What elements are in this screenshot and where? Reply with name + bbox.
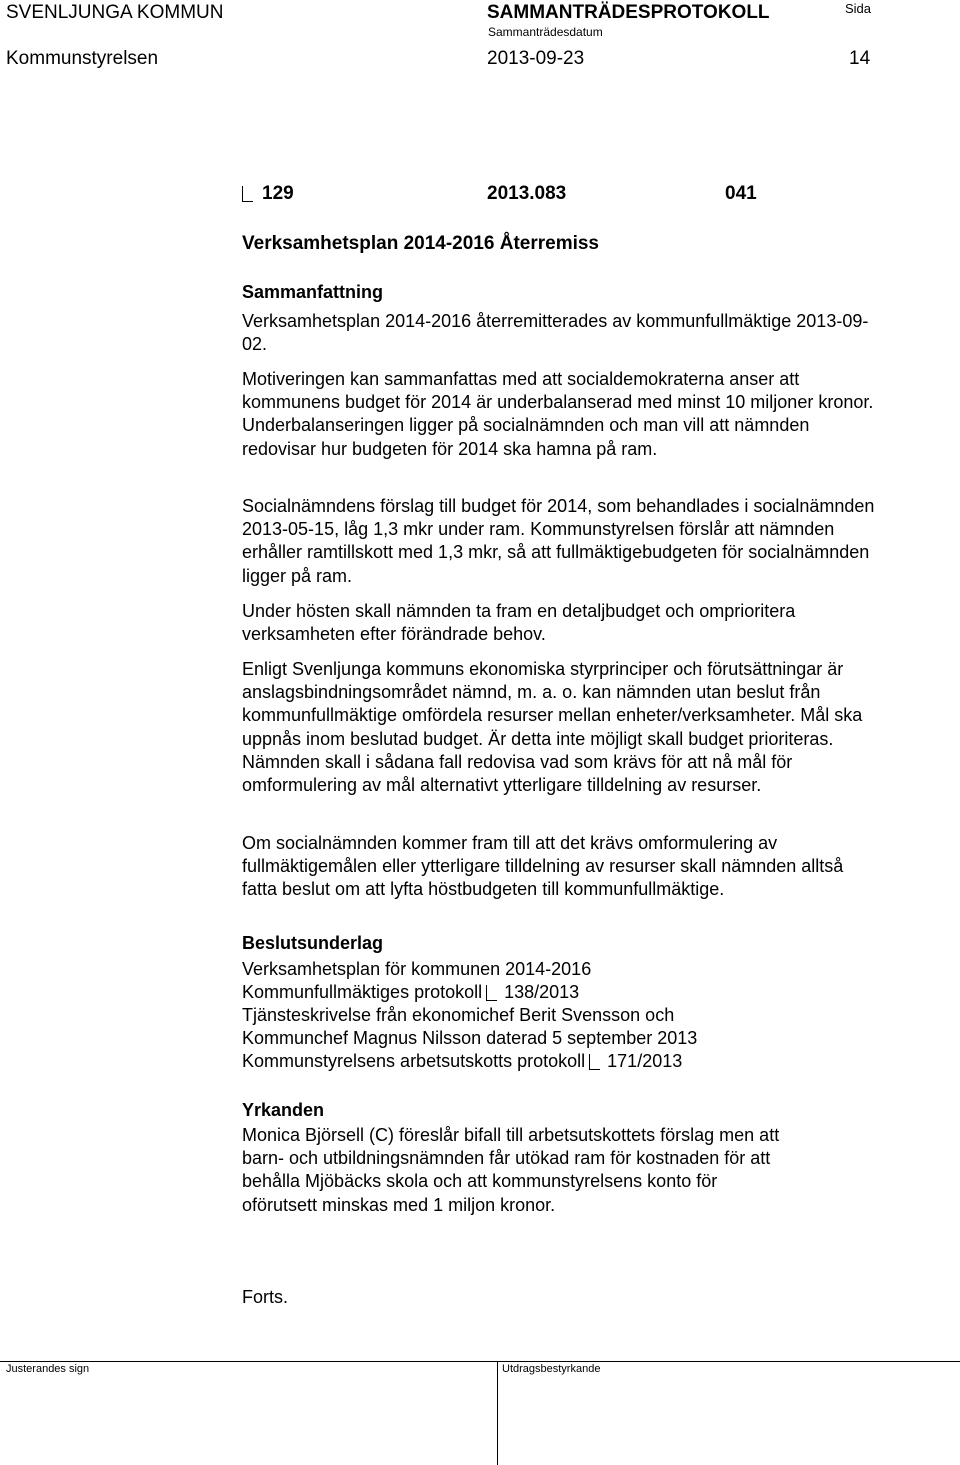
- bracket-mark: [242, 186, 253, 202]
- case-dnr: 2013.083: [487, 183, 567, 204]
- date-label: Sammanträdesdatum: [488, 25, 603, 39]
- footer-top-rule: [0, 1361, 960, 1362]
- basis-item-text: Kommunstyrelsens arbetsutskotts protokoll: [242, 1051, 586, 1071]
- basis-item-text: Kommunfullmäktiges protokoll: [242, 982, 483, 1002]
- committee-name: Kommunstyrelsen: [6, 48, 159, 69]
- signature-label: Justerandes sign: [6, 1363, 90, 1375]
- basis-item-number: 138/2013: [504, 982, 580, 1002]
- paragraph-number: 129: [262, 183, 294, 204]
- footer-divider: [497, 1361, 498, 1465]
- case-header: [242, 183, 294, 205]
- basis-item: [242, 981, 579, 1004]
- summary-heading: Sammanfattning: [242, 282, 384, 302]
- page-label: Sida: [845, 1, 872, 16]
- summary-paragraph-6: Om socialnämnden kommer fram till att det krävs omformulering av fullmäktigemålen eller ytterligare tilldelning av resurser skall nämnden alltså fatta beslut om att lyfta höstbudgeten till kommunfullmäktige.: [242, 833, 844, 900]
- meeting-date: 2013-09-23: [487, 48, 585, 69]
- bracket-mark: [589, 1054, 600, 1070]
- summary-paragraph-1: Verksamhetsplan 2014-2016 återremitterades av kommunfullmäktige 2013-09-02.: [242, 311, 869, 355]
- basis-heading: Beslutsunderlag: [242, 933, 384, 953]
- org-name: SVENLJUNGA KOMMUN: [6, 2, 224, 23]
- summary-paragraph-5: Enligt Svenljunga kommuns ekonomiska styrprinciper och förutsättningar är anslagsbindningsområdet nämnd, m. a. o. kan nämnden utan beslut från kommunfullmäktige omfördela resurser mellan enheter/verksamheter. Mål ska uppnås inom beslutad budget. Är detta inte möjligt skall budget prioriteras. Nämnden skall i sådana fall redovisa vad som krävs för att nå mål för omformulering av mål alternativt ytterligare tilldelning av resurser.: [242, 659, 863, 796]
- continued-label: Forts.: [242, 1287, 289, 1307]
- case-code: 041: [725, 183, 757, 204]
- basis-item: [242, 1050, 682, 1073]
- basis-item: Kommunchef Magnus Nilsson daterad 5 september 2013: [242, 1028, 698, 1048]
- basis-item: Tjänsteskrivelse från ekonomichef Berit Svensson och: [242, 1005, 675, 1025]
- basis-item: Verksamhetsplan för kommunen 2014-2016: [242, 959, 592, 979]
- bracket-mark: [486, 985, 497, 1001]
- case-title: Verksamhetsplan 2014-2016 Återremiss: [242, 233, 600, 254]
- extract-certification-label: Utdragsbestyrkande: [502, 1363, 601, 1375]
- summary-paragraph-4: Under hösten skall nämnden ta fram en detaljbudget och omprioritera verksamheten efter förändrade behov.: [242, 601, 796, 645]
- page-number: 14: [849, 48, 871, 69]
- summary-paragraph-2: Motiveringen kan sammanfattas med att socialdemokraterna anser att kommunens budget för 2014 är underbalanserad med minst 10 miljoner kronor. Underbalanseringen ligger på socialnämnden och man vill att nämnden redovisar hur budgeten för 2014 ska hamna på ram.: [242, 369, 874, 459]
- basis-item-number: 171/2013: [607, 1051, 683, 1071]
- document-type: SAMMANTRÄDESPROTOKOLL: [487, 2, 770, 23]
- summary-paragraph-3: Socialnämndens förslag till budget för 2014, som behandlades i socialnämnden 2013-05-15, låg 1,3 mkr under ram. Kommunstyrelsen förslår att nämnden erhåller ramtillskott med 1,3 mkr, så att fullmäktigebudgeten för socialnämnden ligger på ram.: [242, 496, 875, 586]
- motions-text: Monica Björsell (C) föreslår bifall till arbetsutskottets förslag men att barn- och utbildningsnämnden får utökad ram för kostnaden för att behålla Mjöbäcks skola och att kommunstyrelsens konto för oförutsett minskas med 1 miljon kronor.: [242, 1125, 780, 1215]
- motions-heading: Yrkanden: [242, 1100, 325, 1120]
